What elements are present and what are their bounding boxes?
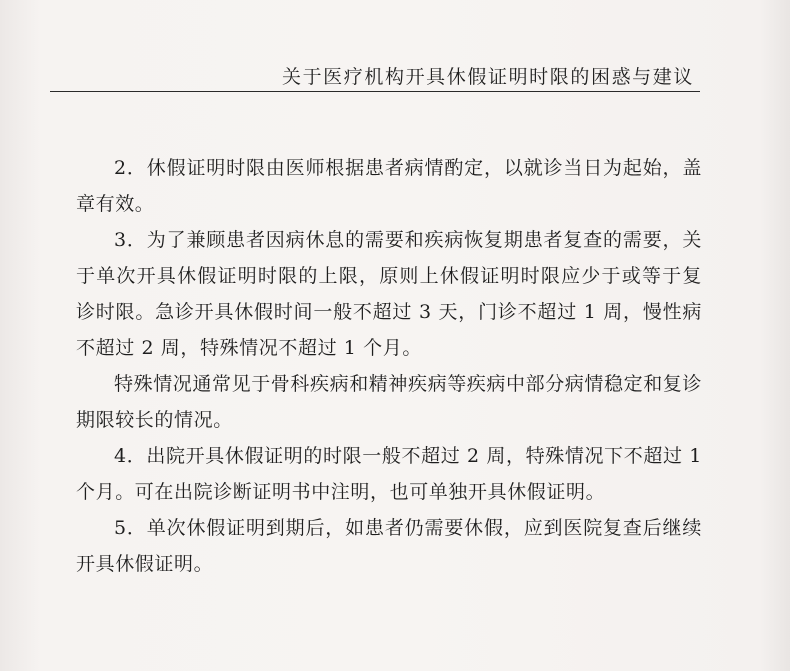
paragraph-item-4: 4．出院开具休假证明的时限一般不超过 2 周，特殊情况下不超过 1 个月。可在出院诊断证明书中注明，也可单独开具休假证明。: [76, 445, 702, 503]
running-title: 关于医疗机构开具休假证明时限的困惑与建议: [281, 66, 694, 88]
header-rule: [50, 91, 700, 92]
paragraph-special-cases: 特殊情况通常见于骨科疾病和精神疾病等疾病中部分病情稳定和复诊期限较长的情况。: [76, 373, 703, 431]
paragraph-item-5: 5．单次休假证明到期后，如患者仍需要休假，应到医院复查后继续开具休假证明。: [76, 517, 702, 575]
paragraph-item-2: 2．休假证明时限由医师根据患者病情酌定，以就诊当日为起始，盖章有效。: [76, 157, 702, 215]
paragraph-item-3: 3．为了兼顾患者因病休息的需要和疾病恢复期患者复查的需要，关于单次开具休假证明时限的上限，原则上休假证明时限应少于或等于复诊时限。急诊开具休假时间一般不超过 3 天，门诊不超过 1 周，慢性病不超过 2 周，特殊情况不超过 1 个月。: [76, 229, 702, 359]
body-text: [76, 150, 702, 582]
page-header: [0, 0, 790, 91]
